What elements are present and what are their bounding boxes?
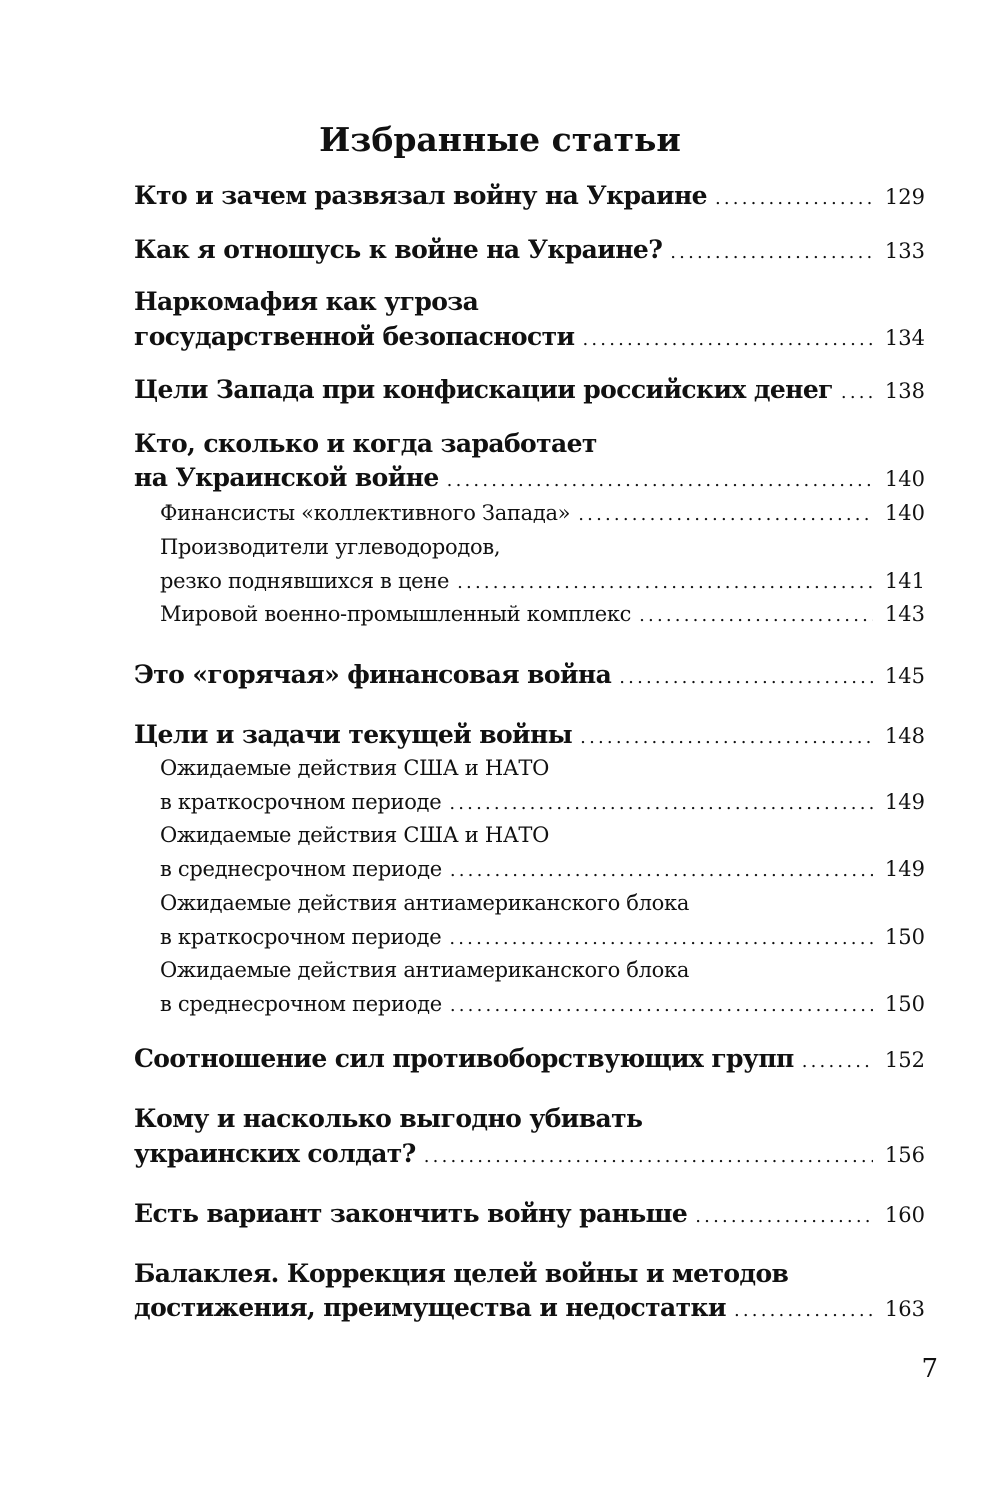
toc-line bbox=[134, 287, 925, 316]
dot-leader bbox=[802, 1051, 873, 1072]
entry-title-cont: на Украинской войне bbox=[134, 463, 439, 492]
entry-title: Балаклея. Коррекция целей войны и методов bbox=[134, 1259, 789, 1288]
folio-page-number: 7 bbox=[921, 1354, 938, 1384]
page-number: 140 bbox=[884, 501, 925, 525]
page-number: 150 bbox=[884, 992, 925, 1016]
toc-line bbox=[160, 569, 925, 593]
page-number: 150 bbox=[884, 925, 925, 949]
toc-line bbox=[134, 375, 925, 404]
toc-line bbox=[160, 602, 925, 626]
entry-title-cont: в среднесрочном периоде bbox=[160, 857, 442, 881]
entry-title: Ожидаемые действия антиамериканского блока bbox=[160, 958, 690, 982]
dot-leader bbox=[457, 572, 873, 593]
page-number: 160 bbox=[884, 1203, 925, 1227]
page-number: 143 bbox=[884, 602, 925, 626]
toc-line bbox=[160, 891, 925, 915]
dot-leader bbox=[715, 188, 873, 209]
page-number: 129 bbox=[884, 185, 925, 209]
page-number: 156 bbox=[884, 1143, 925, 1167]
toc-line bbox=[134, 322, 925, 351]
entry-title: Цели и задачи текущей войны bbox=[134, 720, 573, 749]
entry-title: Кому и насколько выгодно убивать bbox=[134, 1104, 643, 1133]
page-number: 133 bbox=[884, 239, 925, 263]
dot-leader bbox=[639, 605, 873, 626]
toc-line bbox=[134, 1199, 925, 1228]
dot-leader bbox=[449, 928, 873, 949]
toc-line bbox=[160, 790, 925, 814]
page-number: 149 bbox=[884, 857, 925, 881]
page-number: 148 bbox=[884, 724, 925, 748]
toc-line bbox=[134, 1259, 925, 1288]
entry-title: Финансисты «коллективного Запада» bbox=[160, 501, 571, 525]
toc-line bbox=[160, 823, 925, 847]
toc-line bbox=[134, 1139, 925, 1168]
toc-line bbox=[160, 535, 925, 559]
toc-line bbox=[134, 720, 925, 749]
toc-line bbox=[134, 181, 925, 210]
entry-title: Ожидаемые действия антиамериканского блока bbox=[160, 891, 690, 915]
toc-line bbox=[134, 429, 925, 458]
toc-line bbox=[160, 925, 925, 949]
entry-title-cont: в краткосрочном периоде bbox=[160, 925, 442, 949]
dot-leader bbox=[734, 1300, 873, 1321]
entry-title: Цели Запада при конфискации российских денег bbox=[134, 375, 833, 404]
entry-title: Мировой военно-промышленный комплекс bbox=[160, 602, 632, 626]
toc-line bbox=[134, 1293, 925, 1322]
entry-title: Производители углеводородов, bbox=[160, 535, 501, 559]
toc-line bbox=[160, 857, 925, 881]
toc-line bbox=[134, 1044, 925, 1073]
page-number: 145 bbox=[884, 664, 925, 688]
entry-title: Как я отношусь к войне на Украине? bbox=[134, 235, 663, 264]
toc-line bbox=[134, 235, 925, 264]
page-number: 134 bbox=[884, 326, 925, 350]
toc-line bbox=[160, 958, 925, 982]
toc-line bbox=[160, 992, 925, 1016]
dot-leader bbox=[582, 329, 873, 350]
entry-title: Кто, сколько и когда заработает bbox=[134, 429, 597, 458]
toc-line bbox=[134, 1104, 925, 1133]
dot-leader bbox=[695, 1206, 873, 1227]
page-number: 138 bbox=[884, 379, 925, 403]
toc-line bbox=[134, 463, 925, 492]
dot-leader bbox=[449, 793, 873, 814]
dot-leader bbox=[447, 470, 873, 491]
entry-title: Ожидаемые действия США и НАТО bbox=[160, 756, 550, 780]
entry-title: Ожидаемые действия США и НАТО bbox=[160, 823, 550, 847]
dot-leader bbox=[424, 1146, 873, 1167]
entry-title-cont: государственной безопасности bbox=[134, 322, 575, 351]
page-number: 140 bbox=[884, 467, 925, 491]
toc-heading: Избранные статьи bbox=[319, 120, 681, 159]
page-number: 149 bbox=[884, 790, 925, 814]
entry-title: Это «горячая» финансовая война bbox=[134, 660, 612, 689]
entry-title: Есть вариант закончить войну раньше bbox=[134, 1199, 688, 1228]
dot-leader bbox=[578, 504, 873, 525]
toc-line bbox=[160, 756, 925, 780]
entry-title-cont: в краткосрочном периоде bbox=[160, 790, 442, 814]
page-number: 152 bbox=[884, 1048, 925, 1072]
entry-title-cont: в среднесрочном периоде bbox=[160, 992, 442, 1016]
dot-leader bbox=[619, 667, 873, 688]
dot-leader bbox=[670, 242, 873, 263]
entry-title: Соотношение сил противоборствующих групп bbox=[134, 1044, 794, 1073]
page-number: 163 bbox=[884, 1297, 925, 1321]
entry-title: Наркомафия как угроза bbox=[134, 287, 479, 316]
dot-leader bbox=[450, 995, 873, 1016]
dot-leader bbox=[450, 860, 873, 881]
entry-title-cont: украинских солдат? bbox=[134, 1139, 416, 1168]
toc-line bbox=[134, 660, 925, 689]
page-number: 141 bbox=[884, 569, 925, 593]
entry-title: Кто и зачем развязал войну на Украине bbox=[134, 181, 707, 210]
toc-line bbox=[160, 501, 925, 525]
dot-leader bbox=[580, 727, 873, 748]
dot-leader bbox=[841, 382, 873, 403]
entry-title-cont: резко поднявшихся в цене bbox=[160, 569, 450, 593]
entry-title-cont: достижения, преимущества и недостатки bbox=[134, 1293, 726, 1322]
